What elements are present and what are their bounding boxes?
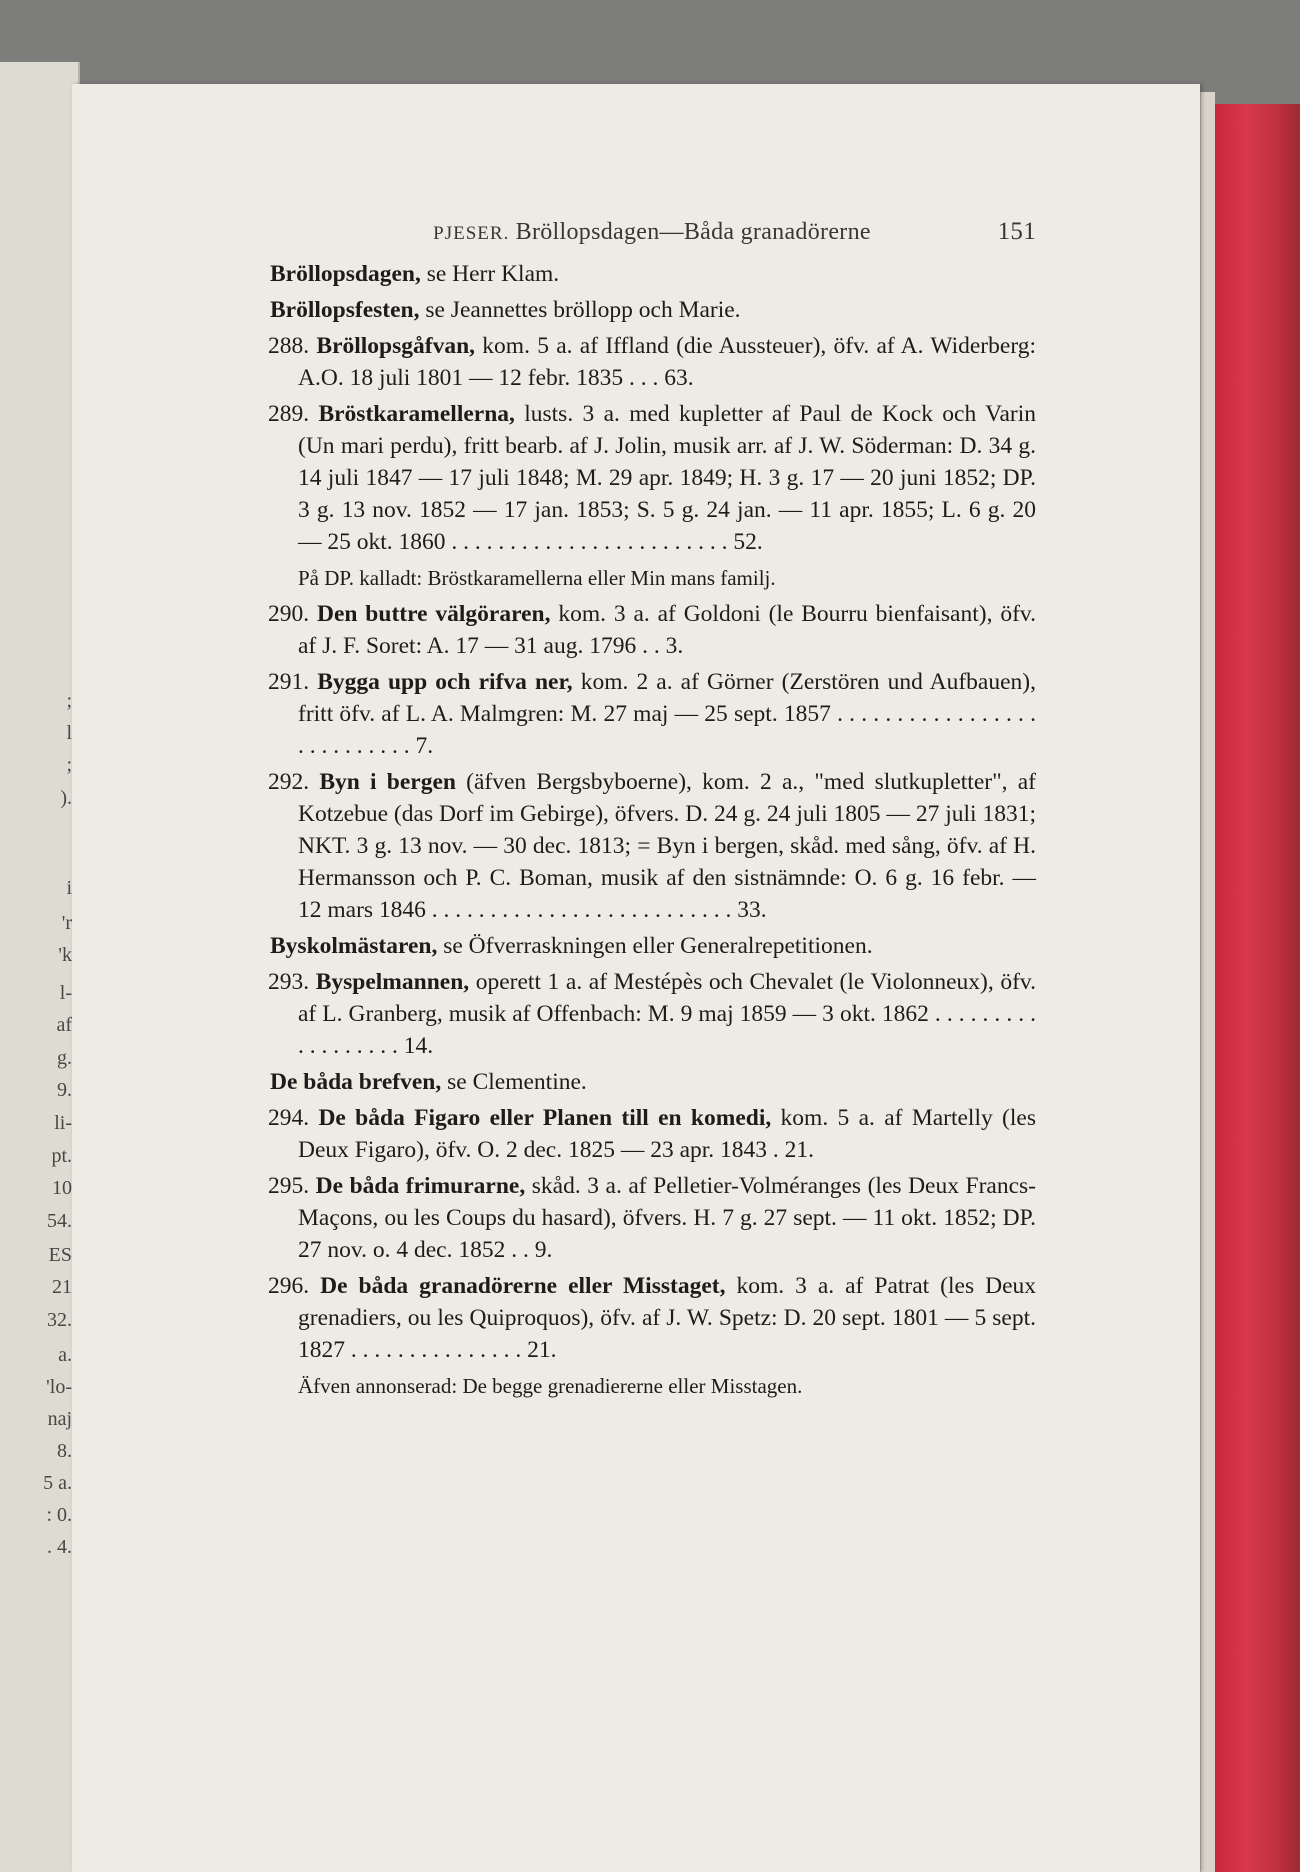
- entry-text: kom. 3 a. af Goldoni (le Bourru bienfaisant), öfv. af J. F. Soret: A. 17 — 31 aug. 1796 . . 3.: [298, 601, 1036, 659]
- left-page-fragment: i: [66, 877, 72, 899]
- left-page-fragment: : 0.: [46, 1504, 72, 1526]
- book-spine-red-edge: [1210, 104, 1300, 1872]
- entry-text: lusts. 3 a. med kupletter af Paul de Kock och Varin (Un mari perdu), fritt bearb. af J. Jolin, musik arr. af J. W. Söderman: D. 34 g. 14 juli 1847 — 17 juli 1848; M. 29 apr. 1849; H. 3 g. 17 — 20 juni 1852; DP. 3 g. 13 nov. 1852 — 17 jan. 1853; S. 5 g. 24 jan. — 11 apr. 1855; L. 6 g. 20 — 25 okt. 1860 . . . . . . . . . . . . . . . . . . . . . . . . 52.: [298, 401, 1036, 555]
- entry-title: Bröllopsdagen,: [270, 261, 421, 287]
- left-page-fragment: ;: [66, 754, 72, 776]
- entry-number: 291.: [268, 669, 310, 695]
- entry-title: Bröllopsfesten,: [270, 297, 420, 323]
- left-page-fragment: 5 a.: [43, 1472, 72, 1494]
- entry-note: På DP. kalladt: Bröstkaramellerna eller Min mans familj.: [298, 566, 776, 590]
- entry-number: 295.: [268, 1173, 310, 1199]
- catalog-entry: [268, 666, 1036, 762]
- entry-text: se Jeannettes bröllopp och Marie.: [419, 297, 741, 323]
- left-page-fragment: 32.: [47, 1309, 72, 1331]
- catalog-entry: [268, 294, 1036, 326]
- entry-text: kom. 2 a. af Görner (Zerstören und Aufbauen), fritt öfv. af L. A. Malmgren: M. 27 maj — 25 sept. 1857 . . . . . . . . . . . . . . . . . . . . . . . . . . . 7.: [298, 669, 1036, 759]
- entry-text: skåd. 3 a. af Pelletier-Volméranges (les Deux Francs-Maçons, ou les Coups du hasard), öfvers. H. 7 g. 27 sept. — 11 okt. 1852; DP. 27 nov. o. 4 dec. 1852 . . 9.: [298, 1173, 1036, 1263]
- catalog-entry: [268, 258, 1036, 290]
- entry-text: se Öfverraskningen eller Generalrepetitionen.: [437, 933, 873, 959]
- entry-number: 289.: [268, 401, 310, 427]
- catalog-entry: [268, 330, 1036, 394]
- left-page-fragment: 'lo-: [46, 1376, 72, 1398]
- left-page-fragment: 8.: [57, 1440, 72, 1462]
- entry-note: Äfven annonserad: De begge grenadiererne eller Misstagen.: [298, 1374, 803, 1398]
- entry-title: De båda Figaro eller Planen till en komedi,: [318, 1105, 772, 1131]
- catalog-entry: [268, 398, 1036, 558]
- left-page-fragment: l: [66, 722, 72, 744]
- entry-title: De båda granadörerne eller Misstaget,: [320, 1273, 726, 1299]
- entry-text: se Clementine.: [441, 1069, 587, 1095]
- header-range: Bröllopsdagen—Båda granadörerne: [515, 219, 871, 245]
- entry-number: 292.: [268, 769, 310, 795]
- header-section: PJESER.: [433, 223, 510, 244]
- left-page-fragment: ;: [66, 690, 72, 712]
- page-number: 151: [997, 218, 1036, 245]
- catalog-entry: [268, 598, 1036, 662]
- page-stack-edge: [1200, 92, 1215, 1872]
- entry-number: 293.: [268, 969, 310, 995]
- entry-title: Bröllopsgåfvan,: [316, 333, 476, 359]
- entry-number: 288.: [268, 333, 310, 359]
- catalog-entry: [268, 1170, 1036, 1266]
- left-page-fragment: 54.: [47, 1210, 72, 1232]
- entry-title: Bröstkaramellerna,: [318, 401, 515, 427]
- page-text: [268, 216, 1036, 1406]
- entry-title: De båda frimurarne,: [315, 1173, 526, 1199]
- entry-title: De båda brefven,: [270, 1069, 442, 1095]
- catalog-entry: [268, 966, 1036, 1062]
- left-page-fragment: pt.: [51, 1145, 72, 1167]
- running-header: [268, 216, 1036, 250]
- left-page-fragment: 'k: [58, 944, 72, 966]
- entry-title: Byn i bergen: [319, 769, 456, 795]
- entry-title: Byskolmästaren,: [270, 933, 438, 959]
- entry-text: (äfven Bergsbyboerne), kom. 2 a., "med slutkupletter", af Kotzebue (das Dorf im Gebirge), öfvers. D. 24 g. 24 juli 1805 — 27 juli 1831; NKT. 3 g. 13 nov. — 30 dec. 1813; = Byn i bergen, skåd. med sång, öfv. af H. Hermansson och P. C. Boman, musik af den sistnämnde: O. 6 g. 16 febr. — 12 mars 1846 . . . . . . . . . . . . . . . . . . . . . . . . . . 33.: [298, 769, 1037, 923]
- entry-text: kom. 3 a. af Patrat (les Deux grenadiers, ou les Quiproquos), öfv. af J. W. Spetz: D. 20 sept. 1801 — 5 sept. 1827 . . . . . . . . . . . . . . . 21.: [298, 1273, 1037, 1363]
- left-page-fragment: 9.: [57, 1079, 72, 1101]
- entry-number: 294.: [268, 1105, 310, 1131]
- entry-title: Bygga upp och rifva ner,: [317, 669, 573, 695]
- entry-text: operett 1 a. af Mestépès och Chevalet (le Violonneux), öfv. af L. Granberg, musik af Offenbach: M. 9 maj 1859 — 3 okt. 1862 . . . . . . . . . . . . . . . . . . 14.: [298, 969, 1036, 1059]
- left-page-fragment: l-: [59, 982, 72, 1004]
- entry-number: 296.: [268, 1273, 310, 1299]
- entry-number: 290.: [268, 601, 310, 627]
- left-page-fragment: g.: [57, 1047, 72, 1069]
- left-page-fragment: 'r: [61, 912, 72, 934]
- left-page-fragment: af: [56, 1014, 72, 1036]
- entry-title: Byspelmannen,: [315, 969, 470, 995]
- left-page-fragment: . 4.: [47, 1536, 72, 1558]
- entry-text: kom. 5 a. af Martelly (les Deux Figaro), öfv. O. 2 dec. 1825 — 23 apr. 1843 . 21.: [298, 1105, 1036, 1163]
- left-page-edge: [0, 62, 80, 1872]
- left-page-fragment: 10: [52, 1177, 72, 1199]
- left-page-fragment: a.: [58, 1344, 72, 1366]
- catalog-entry: [268, 930, 1036, 962]
- catalog-entry: [268, 1102, 1036, 1166]
- entry-text: se Herr Klam.: [420, 261, 560, 287]
- left-page-fragment: ).: [60, 787, 72, 809]
- entry-text: kom. 5 a. af Iffland (die Aussteuer), öfv. af A. Widerberg: A.O. 18 juli 1801 — 12 febr. 1835 . . . 63.: [298, 333, 1036, 391]
- catalog-entry: [268, 766, 1036, 926]
- left-page-fragment: li-: [54, 1112, 72, 1134]
- catalog-entry: [268, 1066, 1036, 1098]
- left-page-fragment: 21: [52, 1276, 72, 1298]
- entry-title: Den buttre välgöraren,: [316, 601, 551, 627]
- left-page-fragment: ES: [48, 1244, 72, 1266]
- left-page-fragment: naj: [47, 1408, 72, 1430]
- catalog-entry: [268, 1270, 1036, 1366]
